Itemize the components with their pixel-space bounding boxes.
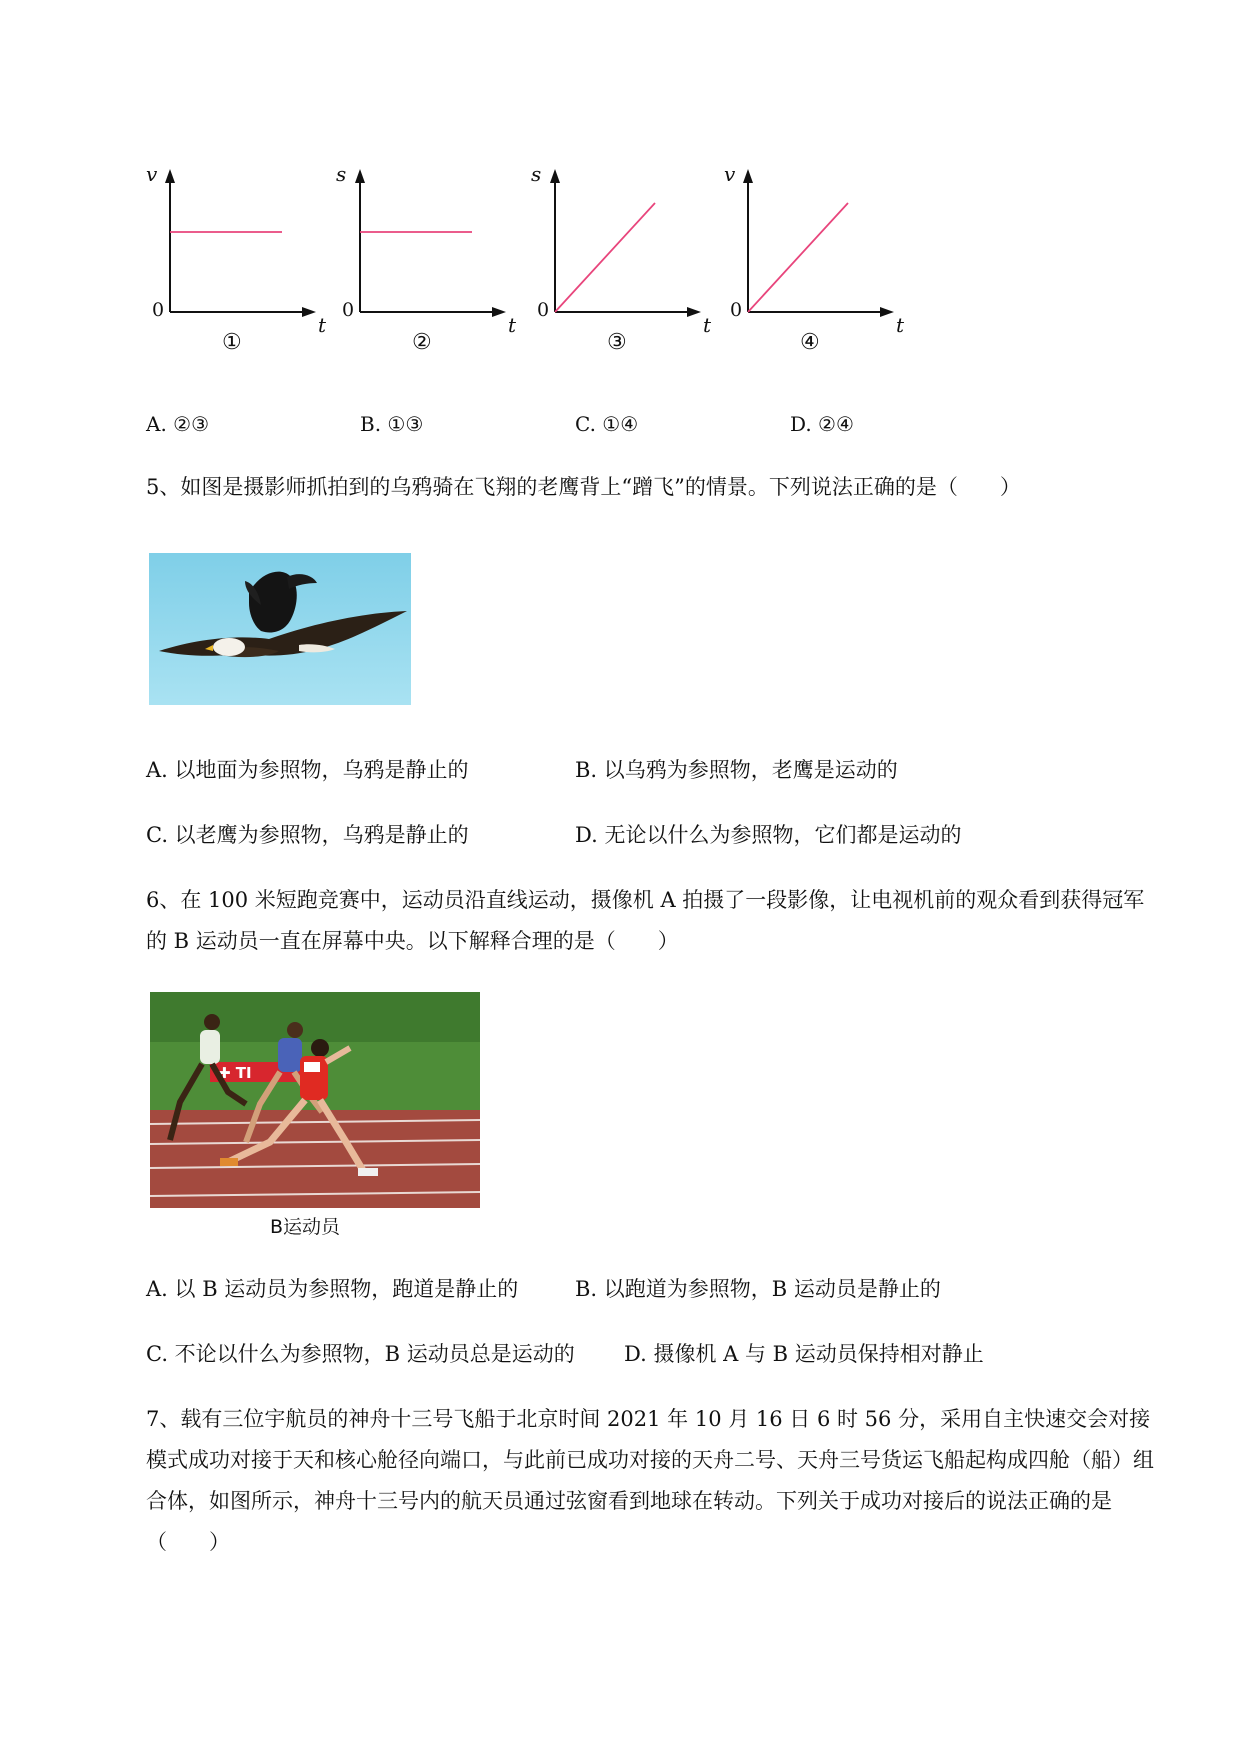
y-axis-arrow bbox=[550, 169, 560, 183]
x-axis-arrow bbox=[880, 307, 894, 317]
q7-stem: 7、载有三位宇航员的神舟十三号飞船于北京时间 2021 年 10 月 16 日 6 时 56 分，采用自主快速交会对接模式成功对接于天和核心舱径向端口，与此前已成功对接的天舟二号、天舟三号货运飞船起构成四舱（船）组合体，如图所示，神舟十三号内的航天员通过弦窗看到地球在转动。下列关于成功对接后的说法正确的是（ ） bbox=[146, 1407, 1154, 1554]
y-axis-label: v bbox=[146, 162, 158, 186]
graph-2 bbox=[336, 162, 517, 355]
graph-3 bbox=[531, 162, 712, 355]
y-axis-label: s bbox=[336, 162, 347, 186]
x-axis-arrow bbox=[302, 307, 316, 317]
q5-option-d[interactable]: D. 无论以什么为参照物，它们都是运动的 bbox=[575, 823, 962, 847]
origin-label: 0 bbox=[342, 299, 355, 321]
y-axis-label: s bbox=[531, 162, 542, 186]
y-axis-arrow bbox=[165, 169, 175, 183]
data-line bbox=[748, 203, 848, 312]
q6-option-d[interactable]: D. 摄像机 A 与 B 运动员保持相对静止 bbox=[624, 1342, 984, 1366]
x-axis-label: t bbox=[896, 313, 905, 337]
q4-option-d[interactable]: D. ②④ bbox=[790, 412, 854, 436]
origin-label: 0 bbox=[152, 299, 165, 321]
origin-label: 0 bbox=[730, 299, 743, 321]
q6-stem: 6、在 100 米短跑竞赛中，运动员沿直线运动，摄像机 A 拍摄了一段影像，让电视机前的观众看到获得冠军的 B 运动员一直在屏幕中央。以下解释合理的是（ ） bbox=[146, 888, 1145, 953]
graphs-svg bbox=[140, 155, 905, 365]
q4-option-c[interactable]: C. ①④ bbox=[575, 412, 639, 436]
sprinters-photo bbox=[150, 992, 480, 1208]
q6-option-a[interactable]: A. 以 B 运动员为参照物，跑道是静止的 bbox=[146, 1277, 519, 1301]
x-axis-label: t bbox=[508, 313, 517, 337]
q5-option-b[interactable]: B. 以乌鸦为参照物，老鹰是运动的 bbox=[575, 758, 898, 782]
svg-text:✚ TI: ✚ TI bbox=[218, 1064, 252, 1082]
q5-option-a[interactable]: A. 以地面为参照物，乌鸦是静止的 bbox=[146, 758, 469, 782]
x-axis-label: t bbox=[703, 313, 712, 337]
q5-stem: 5、如图是摄影师抓拍到的乌鸦骑在飞翔的老鹰背上“蹭飞”的情景。下列说法正确的是（ ） bbox=[146, 475, 1021, 499]
photo-caption: B运动员 bbox=[270, 1216, 341, 1238]
q6-option-b[interactable]: B. 以跑道为参照物，B 运动员是静止的 bbox=[575, 1277, 941, 1301]
y-axis-arrow bbox=[743, 169, 753, 183]
y-axis-arrow bbox=[355, 169, 365, 183]
crow-eagle-photo bbox=[149, 553, 411, 705]
graph-number-label: ① bbox=[222, 330, 242, 355]
y-axis-label: v bbox=[724, 162, 736, 186]
graph-number-label: ③ bbox=[607, 330, 627, 355]
x-axis-arrow bbox=[687, 307, 701, 317]
q5-option-c[interactable]: C. 以老鹰为参照物，乌鸦是静止的 bbox=[146, 823, 469, 847]
data-line bbox=[555, 203, 655, 312]
x-axis-arrow bbox=[492, 307, 506, 317]
motion-graphs bbox=[140, 155, 905, 365]
q6-option-c[interactable]: C. 不论以什么为参照物，B 运动员总是运动的 bbox=[146, 1342, 575, 1366]
q4-option-a[interactable]: A. ②③ bbox=[146, 412, 210, 436]
graph-number-label: ④ bbox=[800, 330, 820, 355]
graph-1 bbox=[146, 162, 327, 355]
q4-option-b[interactable]: B. ①③ bbox=[360, 412, 424, 436]
graph-4 bbox=[724, 162, 905, 355]
graph-number-label: ② bbox=[412, 330, 432, 355]
origin-label: 0 bbox=[537, 299, 550, 321]
x-axis-label: t bbox=[318, 313, 327, 337]
